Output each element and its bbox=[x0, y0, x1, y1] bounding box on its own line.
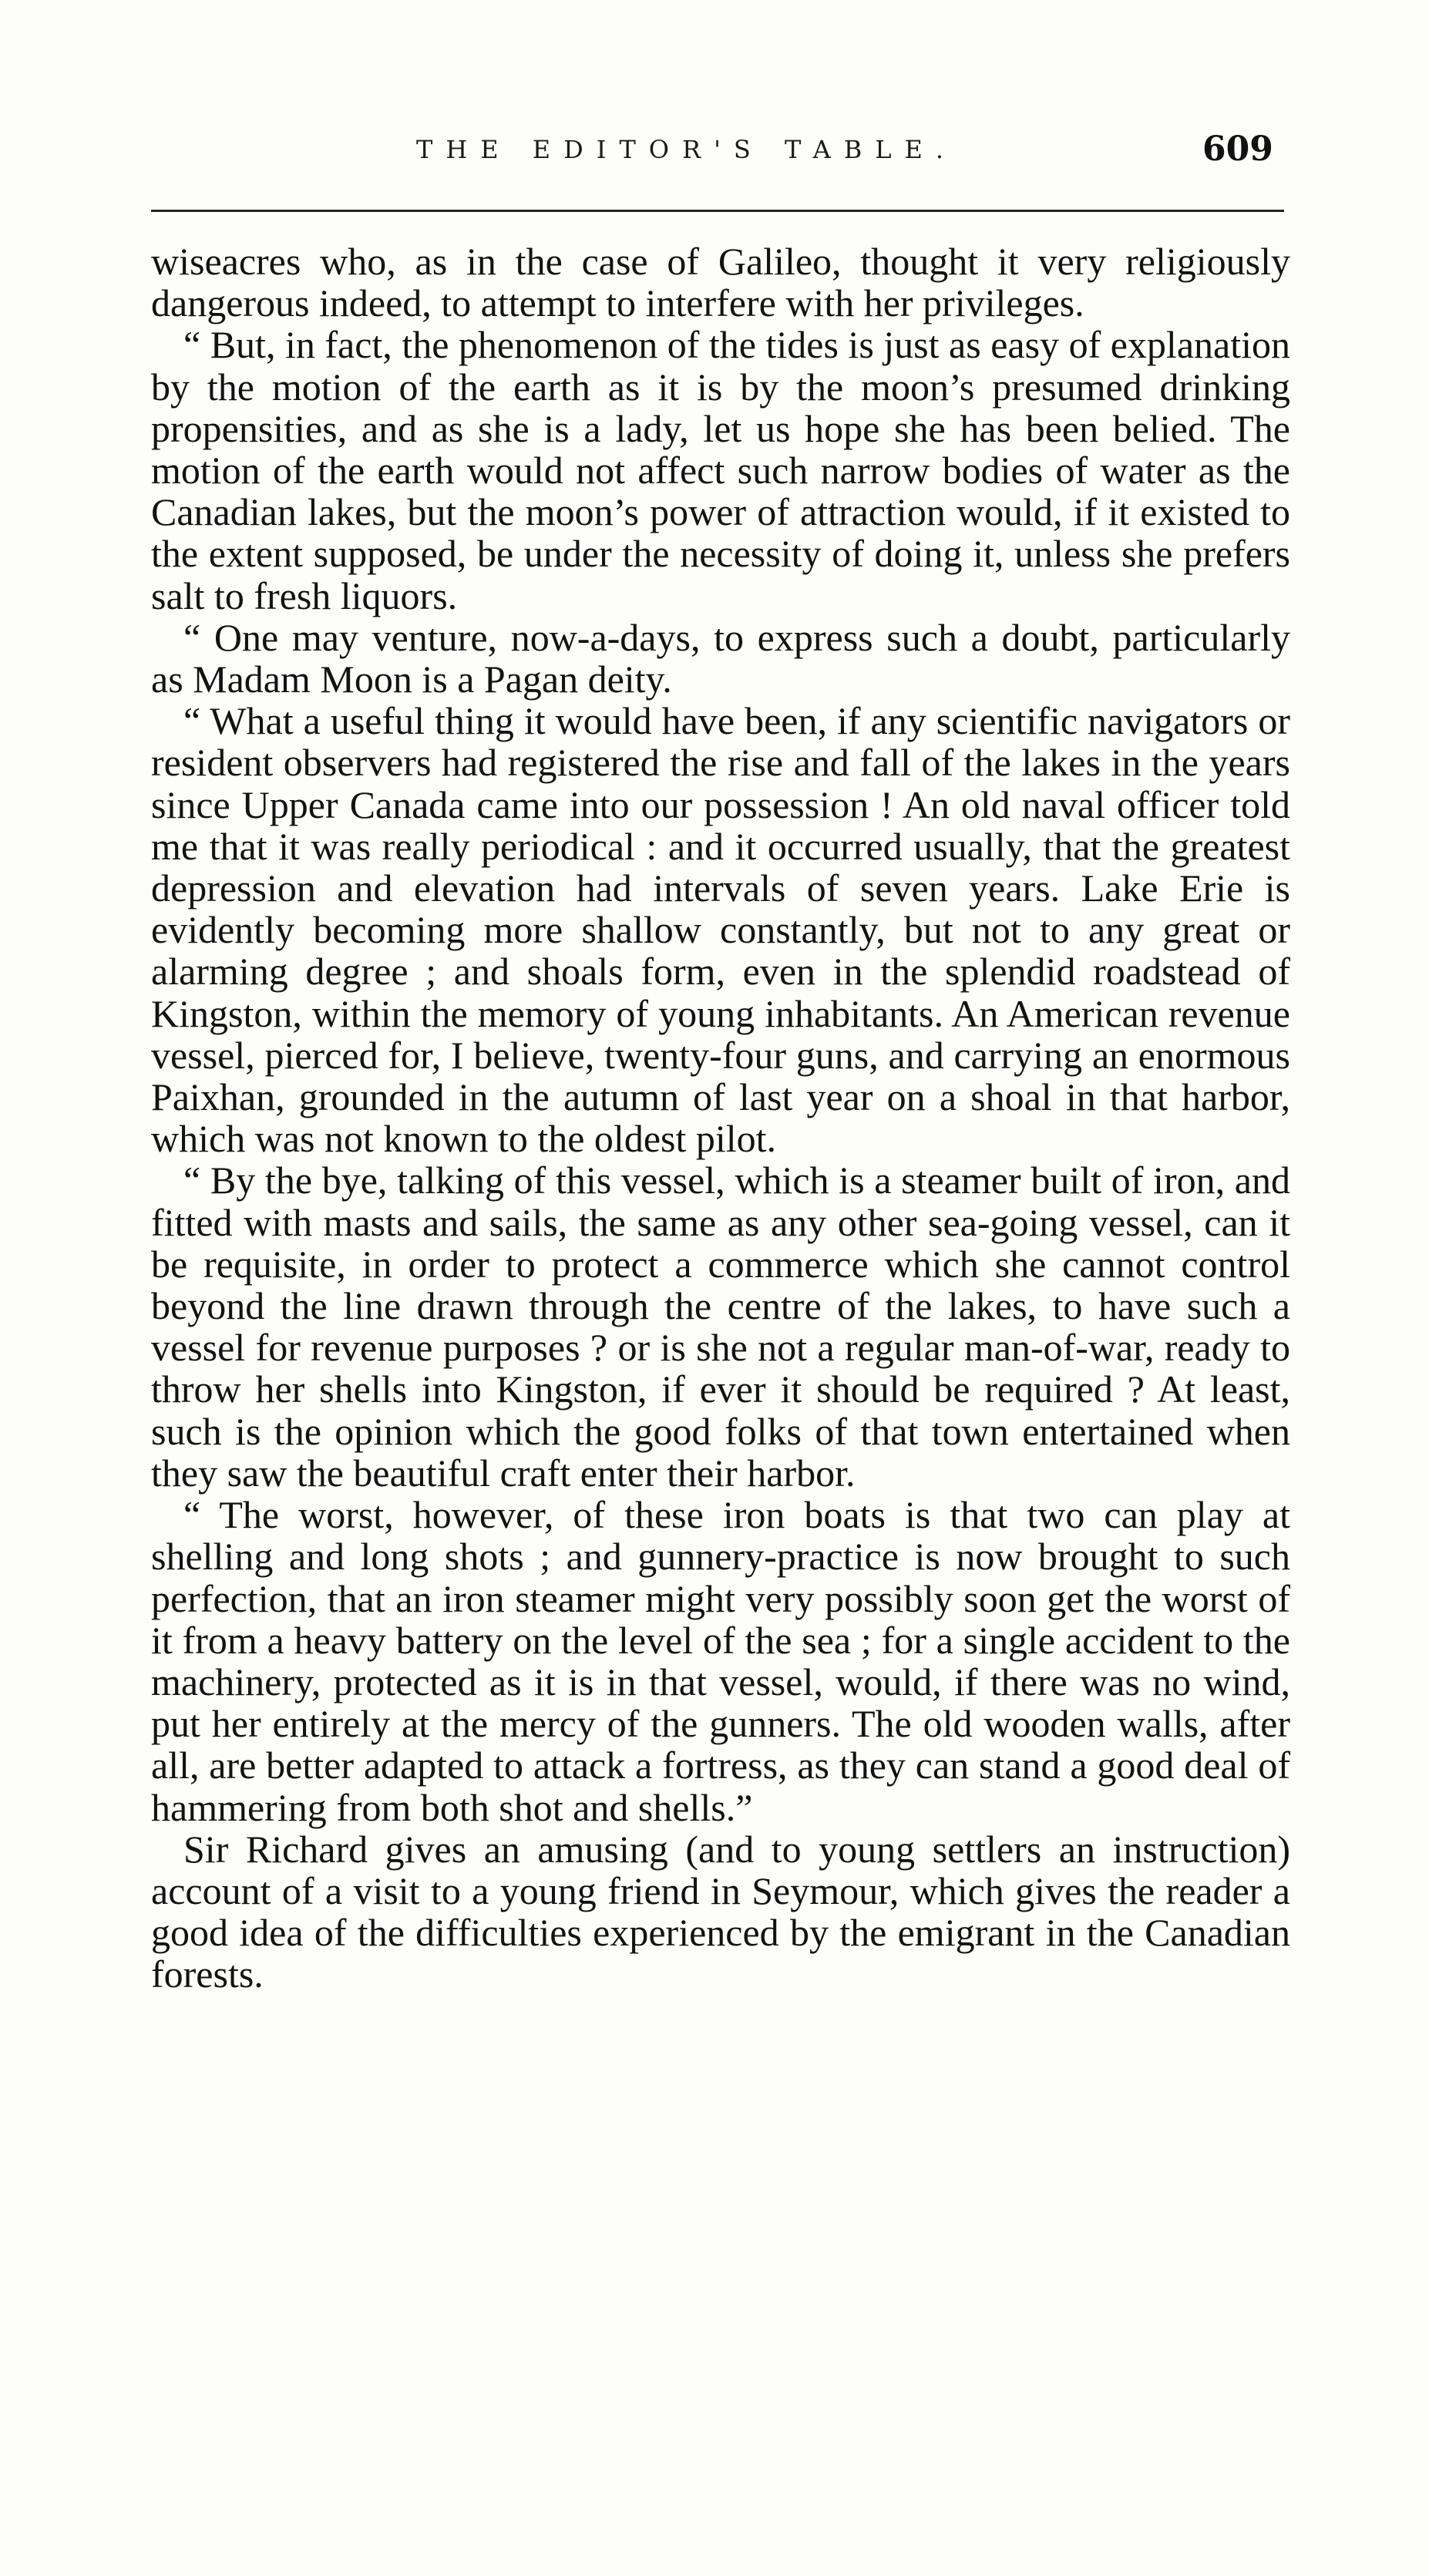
paragraph-lakes: “ What a useful thing it would have been, if any scientific navigators or resident observers had registered the rise and fall of the lakes in the years since Upper Canada came into our possession ! An old naval officer told me that it was really periodical : and it occurred usually, that the greatest depression and elevation had intervals of seven years. Lake Erie is evidently becoming more shallow constantly, but not to any great or alarming degree ; and shoals form, even in the splendid roadstead of Kingston, within the memory of young inhabitants. An American revenue vessel, pierced for, I believe, twenty-four guns, and carrying an enormous Paixhan, grounded in the autumn of last year on a shoal in that harbor, which was not known to the oldest pilot. bbox=[151, 699, 1290, 1161]
running-head: THE EDITOR'S TABLE. bbox=[416, 135, 957, 164]
paragraph-doubt: “ One may venture, now-a-days, to express such a doubt, particularly as Madam Moon is a Pagan deity. bbox=[151, 615, 1290, 701]
paragraph-iron-boats: “ The worst, however, of these iron boats is that two can play at shelling and long shots ; and gunnery-practice is now brought to such perfection, that an iron steamer might very possibly soon get the worst of it from a heavy battery on the level of the sea ; for a single accident to the machinery, protected as it is in that vessel, would, if there was no wind, put her entirely at the mercy of the gunners. The old wooden walls, after all, are better adapted to attack a fortress, as they can stand a good deal of hammering from both shot and shells.” bbox=[151, 1493, 1290, 1829]
page-body bbox=[151, 240, 1290, 1996]
header-rule bbox=[151, 210, 1284, 212]
paragraph-tides: “ But, in fact, the phenomenon of the tides is just as easy of explanation by the motion of the earth as it is by the moon’s presumed drinking propensities, and as she is a lady, let us hope she has been belied. The motion of the earth would not affect such narrow bodies of water as the Canadian lakes, but the moon’s power of attraction would, if it existed to the extent supposed, be under the necessity of doing it, unless she prefers salt to fresh liquors. bbox=[151, 323, 1290, 617]
paragraph-continuation: wiseacres who, as in the case of Galileo, thought it very religiously dangerous indeed, to attempt to interfere with her privileges. bbox=[151, 240, 1290, 325]
paragraph-iron-vessel: “ By the bye, talking of this vessel, which is a steamer built of iron, and fitted with masts and sails, the same as any other sea-going vessel, can it be requisite, in order to protect a commerce which she cannot control beyond the line drawn through the centre of the lakes, to have such a vessel for revenue purposes ? or is she not a regular man-of-war, ready to throw her shells into Kingston, if ever it should be required ? At least, such is the opinion which the good folks of that town entertained when they saw the beautiful craft enter their harbor. bbox=[151, 1159, 1290, 1495]
page-number: 609 bbox=[1202, 129, 1273, 169]
paragraph-sir-richard: Sir Richard gives an amusing (and to young settlers an instruction) account of a visit to a young friend in Seymour, which gives the reader a good idea of the difficulties experienced by the emigrant in the Canadian forests. bbox=[151, 1827, 1290, 1996]
